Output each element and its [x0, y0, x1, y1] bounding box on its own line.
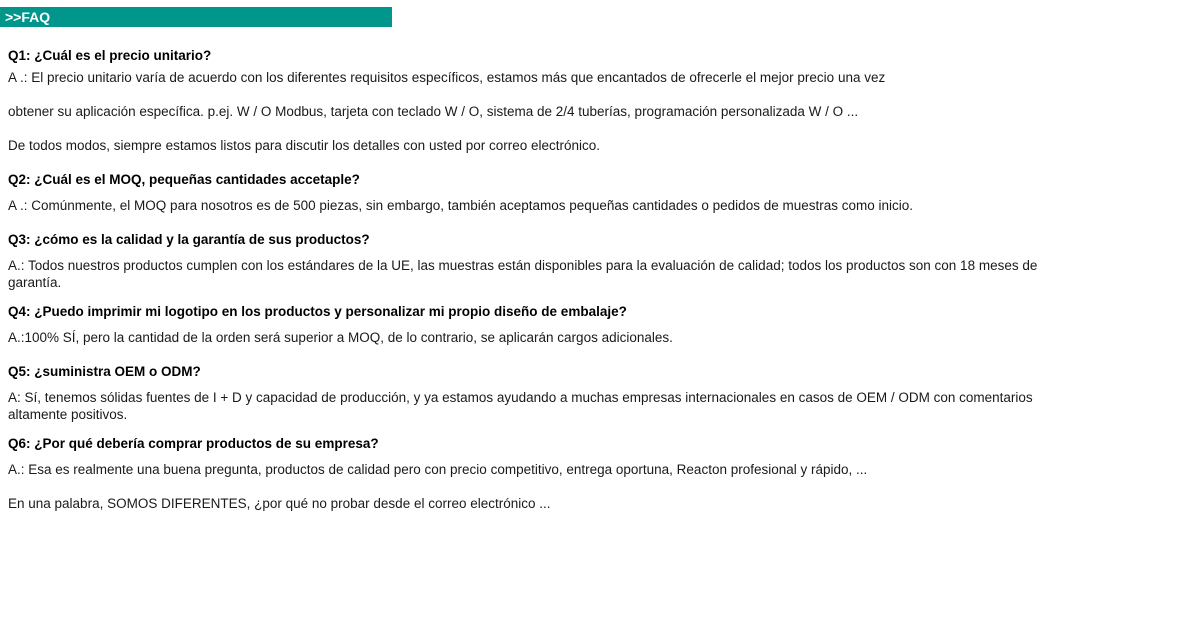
- faq-item: [8, 363, 1192, 423]
- faq-answer-line: A.: Todos nuestros productos cumplen con los estándares de la UE, las muestras están disponibles para la evaluación de calidad; todos los productos son con 18 meses de garantía.: [8, 258, 1038, 290]
- faq-page: [0, 7, 1200, 617]
- faq-answer-line: A.: Esa es realmente una buena pregunta, productos de calidad pero con precio competitivo, entrega oportuna, Reacton profesional y rápido, ...: [8, 462, 868, 477]
- spacer: [8, 346, 1192, 363]
- faq-question: Q4: ¿Puedo imprimir mi logotipo en los productos y personalizar mi propio diseño de embalaje?: [8, 304, 627, 319]
- spacer: [8, 120, 1192, 137]
- faq-item: [8, 171, 1192, 214]
- faq-header-title: >>FAQ: [5, 9, 51, 25]
- faq-answer-line: A.:100% SÍ, pero la cantidad de la orden será superior a MOQ, de lo contrario, se aplicarán cargos adicionales.: [8, 330, 673, 345]
- faq-answer-line: A .: Comúnmente, el MOQ para nosotros es de 500 piezas, sin embargo, también aceptamos pequeñas cantidades o pedidos de muestras como inicio.: [8, 198, 914, 213]
- faq-question: Q6: ¿Por qué debería comprar productos de su empresa?: [8, 436, 379, 451]
- faq-answer-line: A .: El precio unitario varía de acuerdo con los diferentes requisitos específicos, estamos más que encantados de ofrecerle el mejor precio una vez: [8, 70, 886, 85]
- faq-answer-line: En una palabra, SOMOS DIFERENTES, ¿por qué no probar desde el correo electrónico ...: [8, 496, 551, 511]
- faq-question: Q3: ¿cómo es la calidad y la garantía de sus productos?: [8, 232, 370, 247]
- faq-question: Q1: ¿Cuál es el precio unitario?: [8, 48, 212, 63]
- faq-item: [8, 231, 1192, 291]
- spacer: [8, 154, 1192, 171]
- faq-answer-line: De todos modos, siempre estamos listos para discutir los detalles con usted por correo electrónico.: [8, 138, 601, 153]
- faq-question: Q2: ¿Cuál es el MOQ, pequeñas cantidades accetaple?: [8, 172, 360, 187]
- faq-content: [0, 47, 1200, 512]
- spacer: [8, 423, 1192, 435]
- faq-item: [8, 435, 1192, 512]
- spacer: [8, 86, 1192, 103]
- faq-item: [8, 303, 1192, 346]
- faq-answer-line: A: Sí, tenemos sólidas fuentes de I + D y capacidad de producción, y ya estamos ayudando a muchas empresas internacionales en casos de OEM / ODM con comentarios altamente positivos.: [8, 390, 1033, 422]
- faq-header-bar: [0, 7, 392, 27]
- spacer: [8, 291, 1192, 303]
- faq-item: [8, 47, 1192, 154]
- faq-answer-line: obtener su aplicación específica. p.ej. W / O Modbus, tarjeta con teclado W / O, sistema de 2/4 tuberías, programación personalizada W / O ...: [8, 104, 859, 119]
- spacer: [8, 478, 1192, 495]
- faq-question: Q5: ¿suministra OEM o ODM?: [8, 364, 201, 379]
- spacer: [8, 214, 1192, 231]
